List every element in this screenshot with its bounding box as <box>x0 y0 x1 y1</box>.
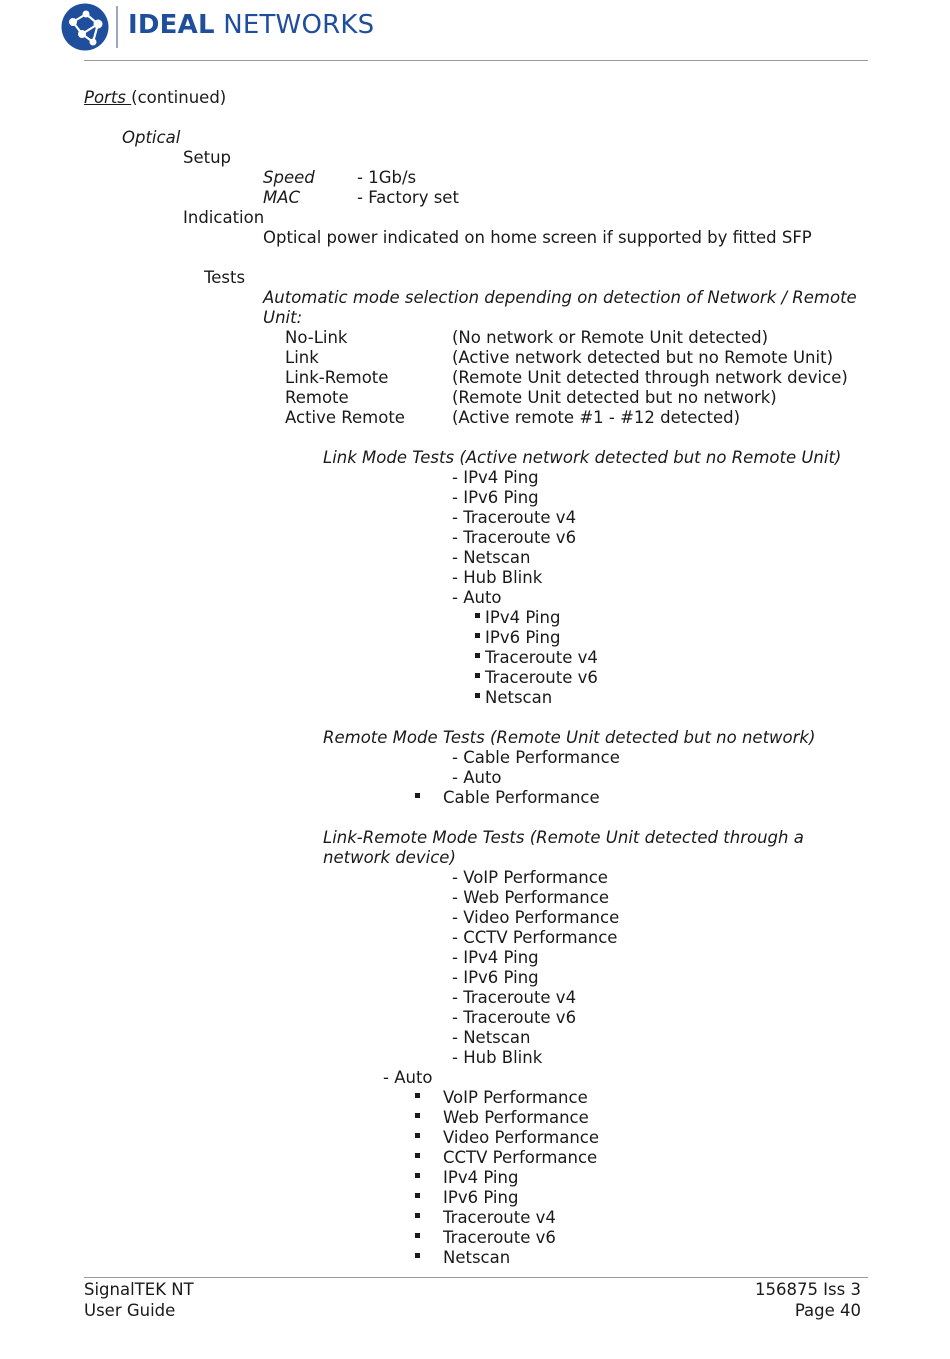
list-item: Netscan <box>485 688 553 707</box>
bullet-icon <box>475 633 480 638</box>
list-item: Video Performance <box>443 1128 600 1147</box>
list-item: - Hub Blink <box>452 1048 543 1067</box>
mode-name: Link-Remote <box>285 368 389 387</box>
ideal-networks-logo-icon <box>60 2 110 52</box>
list-item: - Hub Blink <box>452 568 543 587</box>
list-item: - Netscan <box>452 1028 531 1047</box>
list-item: VoIP Performance <box>443 1088 588 1107</box>
optical-subtitle: Optical <box>122 128 181 147</box>
header-rule <box>84 60 868 61</box>
list-item: Traceroute v6 <box>443 1228 556 1247</box>
list-item: - Netscan <box>452 548 531 567</box>
setup-key-mac: MAC <box>263 188 301 207</box>
list-item: - IPv6 Ping <box>452 968 539 987</box>
bullet-icon <box>475 653 480 658</box>
list-item: IPv4 Ping <box>443 1168 519 1187</box>
indication-text: Optical power indicated on home screen if supported by fitted SFP <box>263 228 812 247</box>
mode-desc: (Active remote #1 - #12 detected) <box>452 408 741 427</box>
mode-desc: (Remote Unit detected through network device) <box>452 368 848 387</box>
list-item: Traceroute v4 <box>443 1208 556 1227</box>
link-mode-heading: Link Mode Tests (Active network detected but no Remote Unit) <box>323 448 842 467</box>
link-remote-heading-line1: Link-Remote Mode Tests (Remote Unit detected through a <box>323 828 804 847</box>
list-item: - Cable Performance <box>452 748 620 767</box>
mode-desc: (No network or Remote Unit detected) <box>452 328 769 347</box>
bullet-icon <box>415 1153 420 1158</box>
list-item: - Auto <box>452 768 502 787</box>
bullet-icon <box>415 1253 420 1258</box>
list-item: - VoIP Performance <box>452 868 608 887</box>
mode-name: Link <box>285 348 319 367</box>
bullet-icon <box>415 1213 420 1218</box>
list-item: IPv6 Ping <box>485 628 561 647</box>
mode-desc: (Remote Unit detected but no network) <box>452 388 777 407</box>
section-title-main: Ports <box>84 88 132 107</box>
remote-mode-heading: Remote Mode Tests (Remote Unit detected but no network) <box>323 728 816 747</box>
list-item: - Traceroute v6 <box>452 1008 577 1027</box>
list-item: IPv4 Ping <box>485 608 561 627</box>
list-item: Web Performance <box>443 1108 589 1127</box>
bullet-icon <box>415 1133 420 1138</box>
bullet-icon <box>475 673 480 678</box>
list-item: Traceroute v4 <box>485 648 598 667</box>
list-item: IPv6 Ping <box>443 1188 519 1207</box>
bullet-icon <box>415 1093 420 1098</box>
list-item: Netscan <box>443 1248 511 1267</box>
setup-value-speed: - 1Gb/s <box>357 168 417 187</box>
brand-strong: IDEAL <box>128 10 215 40</box>
list-item: Traceroute v6 <box>485 668 598 687</box>
indication-heading: Indication <box>183 208 265 227</box>
section-title <box>84 88 226 108</box>
bullet-icon <box>475 693 480 698</box>
list-item: - Web Performance <box>452 888 609 907</box>
link-remote-heading-line2: network device) <box>323 848 456 867</box>
footer-doc-type: User Guide <box>84 1301 176 1320</box>
section-title-suffix: (continued) <box>131 88 227 107</box>
logo-divider <box>116 6 118 48</box>
list-item: - Auto <box>383 1068 433 1087</box>
bullet-icon <box>415 1113 420 1118</box>
list-item: - Traceroute v4 <box>452 988 577 1007</box>
list-item: CCTV Performance <box>443 1148 598 1167</box>
list-item: - IPv6 Ping <box>452 488 539 507</box>
list-item: - Traceroute v6 <box>452 528 577 547</box>
list-item: - Auto <box>452 588 502 607</box>
auto-mode-line1: Automatic mode selection depending on detection of Network / Remote <box>263 288 857 307</box>
footer-rule <box>84 1277 868 1278</box>
bullet-icon <box>415 1233 420 1238</box>
bullet-icon <box>415 1193 420 1198</box>
brand-wordmark <box>128 9 374 41</box>
list-item: - IPv4 Ping <box>452 948 539 967</box>
brand-light: NETWORKS <box>223 10 375 40</box>
footer-product: SignalTEK NT <box>84 1280 194 1299</box>
bullet-icon <box>415 793 420 798</box>
mode-name: Active Remote <box>285 408 405 427</box>
bullet-icon <box>475 613 480 618</box>
mode-name: No-Link <box>285 328 348 347</box>
list-item: Cable Performance <box>443 788 600 807</box>
list-item: - Traceroute v4 <box>452 508 577 527</box>
setup-value-mac: - Factory set <box>357 188 459 207</box>
mode-name: Remote <box>285 388 349 407</box>
list-item: - Video Performance <box>452 908 620 927</box>
list-item: - IPv4 Ping <box>452 468 539 487</box>
auto-mode-line2: Unit: <box>263 308 303 327</box>
bullet-icon <box>415 1173 420 1178</box>
footer-page-number: Page 40 <box>794 1301 861 1320</box>
list-item: - CCTV Performance <box>452 928 618 947</box>
tests-heading: Tests <box>204 268 246 287</box>
setup-key-speed: Speed <box>263 168 315 187</box>
mode-desc: (Active network detected but no Remote Unit) <box>452 348 834 367</box>
footer-doc-number: 156875 Iss 3 <box>754 1280 861 1299</box>
setup-heading: Setup <box>183 148 232 167</box>
